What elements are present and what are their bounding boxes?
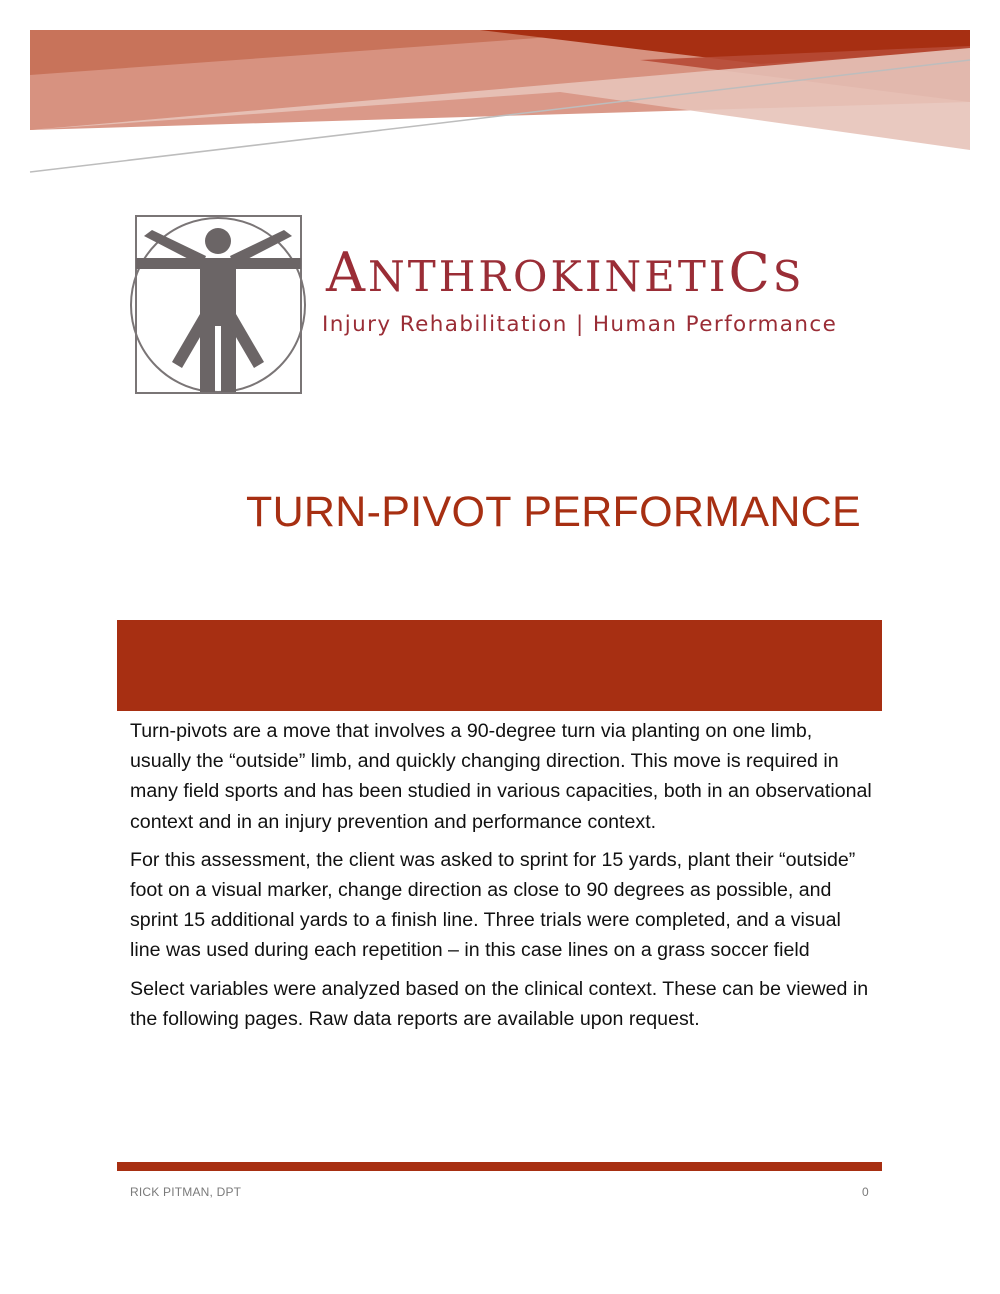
body-text: [130, 716, 875, 1042]
footer-rule: [117, 1162, 882, 1171]
brand-name: ANTHROKINETICS: [326, 241, 805, 304]
page-number: 0: [862, 1185, 869, 1199]
paragraph: Select variables were analyzed based on the clinical context. These can be viewed in the following pages. Raw data reports are available upon request.: [130, 977, 869, 1030]
paragraph: For this assessment, the client was asked to sprint for 15 yards, plant their “outside” foot on a visual marker, change direction as close to 90 degrees as possible, and sprint 15 additional yards to a finish line. Three trials were completed, and a visual line was used during each repetition – in this case lines on a grass soccer field: [130, 848, 856, 962]
page-title: TURN-PIVOT PERFORMANCE: [246, 488, 862, 536]
header-decoration: [0, 0, 1000, 200]
footer-author: RICK PITMAN, DPT: [130, 1185, 242, 1199]
brand-tagline: Injury Rehabilitation | Human Performance: [322, 312, 838, 337]
title-banner: [117, 620, 882, 711]
paragraph: Turn-pivots are a move that involves a 90-degree turn via planting on one limb, usually the “outside” limb, and quickly changing direction. This move is required in many field sports and has been studied in various capacities, both in an observational context and in an injury prevention and performance context.: [130, 720, 872, 833]
vitruvian-figure-icon: [116, 196, 316, 396]
